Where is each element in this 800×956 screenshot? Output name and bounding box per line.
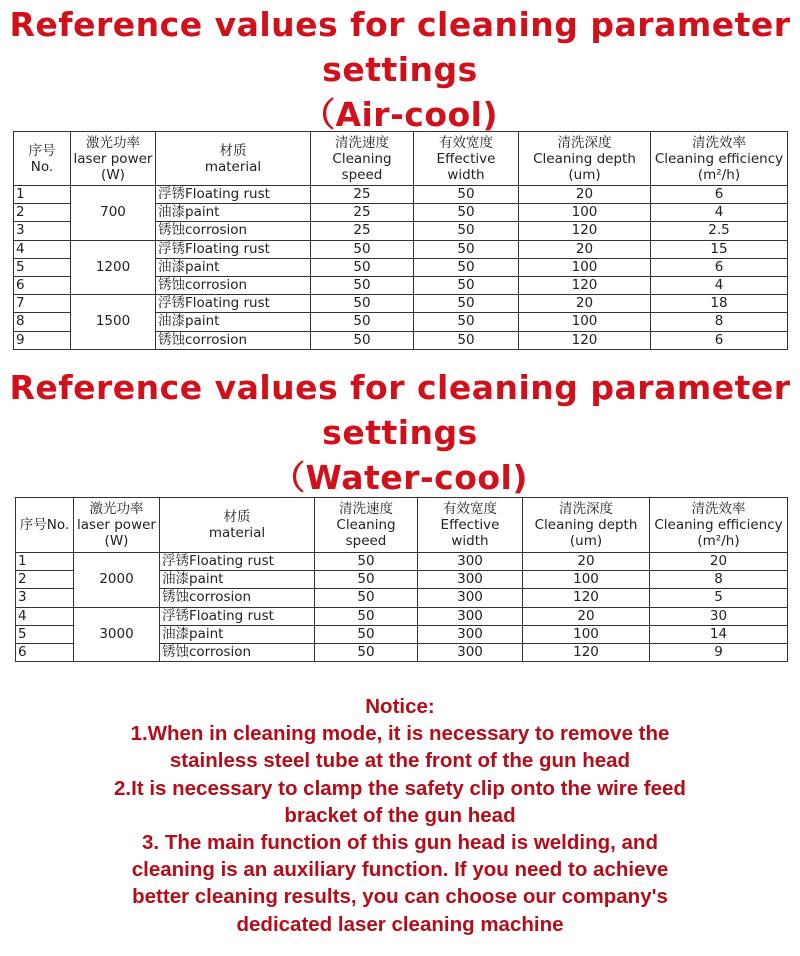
- table-row: [16, 607, 788, 625]
- cell-width: 50: [414, 313, 519, 331]
- cell-material: 油漆paint: [160, 571, 315, 589]
- cell-depth: 20: [523, 607, 650, 625]
- header-no: 序号 No.: [14, 132, 71, 186]
- cell-no: 4: [16, 607, 74, 625]
- cell-efficiency: 9: [650, 643, 788, 661]
- cell-width: 300: [418, 625, 523, 643]
- cell-no: 1: [16, 553, 74, 571]
- cell-efficiency: 5: [650, 589, 788, 607]
- notice-line: stainless steel tube at the front of the gun head: [169, 749, 631, 773]
- cell-laser-power: 700: [71, 186, 156, 241]
- cell-depth: 100: [523, 625, 650, 643]
- cell-efficiency: 8: [651, 313, 788, 331]
- cell-material: 油漆paint: [160, 625, 315, 643]
- cell-material: 浮锈Floating rust: [156, 295, 311, 313]
- cell-no: 3: [16, 589, 74, 607]
- cell-depth: 120: [519, 276, 651, 294]
- cell-width: 50: [414, 331, 519, 349]
- water-title-line-1: Reference values for cleaning parameter: [9, 368, 791, 407]
- water-title-line-2: settings: [322, 413, 478, 452]
- air-cool-title: [0, 2, 800, 137]
- header-no: 序号No.: [16, 498, 74, 553]
- cell-material: 锈蚀corrosion: [156, 222, 311, 240]
- cell-no: 9: [14, 331, 71, 349]
- cell-no: 2: [16, 571, 74, 589]
- table-row: [14, 186, 788, 204]
- cell-efficiency: 6: [651, 331, 788, 349]
- header-laser-power: 激光功率 laser power (W): [71, 132, 156, 186]
- notice-heading: Notice:: [365, 695, 435, 718]
- cell-no: 6: [14, 276, 71, 294]
- cell-speed: 50: [315, 625, 418, 643]
- cell-no: 7: [14, 295, 71, 313]
- cell-depth: 120: [523, 643, 650, 661]
- header-cleaning-depth: 清洗深度 Cleaning depth (um): [519, 132, 651, 186]
- cell-speed: 50: [311, 295, 414, 313]
- cell-speed: 50: [311, 240, 414, 258]
- header-cleaning-speed: 清洗速度 Cleaning speed: [315, 498, 418, 553]
- cell-depth: 20: [519, 186, 651, 204]
- cell-laser-power: 1200: [71, 240, 156, 295]
- cell-width: 300: [418, 607, 523, 625]
- notice-line: dedicated laser cleaning machine: [236, 912, 564, 936]
- cell-material: 浮锈Floating rust: [160, 607, 315, 625]
- cell-speed: 50: [311, 276, 414, 294]
- air-title-line-3: （Air-cool): [301, 95, 499, 134]
- cell-material: 锈蚀corrosion: [160, 643, 315, 661]
- cell-no: 4: [14, 240, 71, 258]
- cell-speed: 50: [315, 589, 418, 607]
- table-row: [14, 295, 788, 313]
- header-cleaning-efficiency: 清洗效率 Cleaning efficiency (m²/h): [651, 132, 788, 186]
- cell-depth: 20: [519, 240, 651, 258]
- water-title-line-3: （Water-cool): [272, 458, 528, 497]
- cell-width: 50: [414, 222, 519, 240]
- cell-depth: 100: [519, 204, 651, 222]
- cell-no: 2: [14, 204, 71, 222]
- cell-efficiency: 14: [650, 625, 788, 643]
- cell-depth: 100: [519, 313, 651, 331]
- header-effective-width: 有效宽度 Effective width: [414, 132, 519, 186]
- cell-speed: 50: [315, 643, 418, 661]
- cell-efficiency: 8: [650, 571, 788, 589]
- cell-material: 锈蚀corrosion: [156, 331, 311, 349]
- cell-width: 300: [418, 643, 523, 661]
- cell-efficiency: 30: [650, 607, 788, 625]
- cell-material: 锈蚀corrosion: [160, 589, 315, 607]
- cell-no: 8: [14, 313, 71, 331]
- cell-width: 50: [414, 186, 519, 204]
- header-cleaning-depth: 清洗深度 Cleaning depth (um): [523, 498, 650, 553]
- cell-depth: 20: [519, 295, 651, 313]
- cell-depth: 100: [523, 571, 650, 589]
- air-title-line-2: settings: [322, 50, 478, 89]
- cell-material: 油漆paint: [156, 313, 311, 331]
- water-cool-title: [0, 365, 800, 500]
- notice-line: 3. The main function of this gun head is welding, and: [142, 831, 658, 855]
- cell-no: 6: [16, 643, 74, 661]
- cell-width: 50: [414, 204, 519, 222]
- table-row: [16, 553, 788, 571]
- cell-efficiency: 18: [651, 295, 788, 313]
- cell-width: 50: [414, 295, 519, 313]
- table-row: [14, 240, 788, 258]
- cell-material: 浮锈Floating rust: [160, 553, 315, 571]
- air-title-line-1: Reference values for cleaning parameter: [9, 5, 791, 44]
- cell-speed: 50: [315, 607, 418, 625]
- cell-material: 锈蚀corrosion: [156, 276, 311, 294]
- cell-width: 300: [418, 589, 523, 607]
- cell-speed: 25: [311, 186, 414, 204]
- cell-width: 50: [414, 276, 519, 294]
- notice-line: better cleaning results, you can choose our company's: [132, 885, 668, 909]
- cell-width: 300: [418, 553, 523, 571]
- header-laser-power: 激光功率 laser power (W): [74, 498, 160, 553]
- cell-laser-power: 3000: [74, 607, 160, 662]
- cell-efficiency: 4: [651, 204, 788, 222]
- notice-block: [0, 693, 800, 938]
- cell-efficiency: 4: [651, 276, 788, 294]
- cell-depth: 120: [523, 589, 650, 607]
- cell-material: 油漆paint: [156, 204, 311, 222]
- water-cool-table: [15, 497, 788, 662]
- header-material: 材质 material: [160, 498, 315, 553]
- cell-material: 浮锈Floating rust: [156, 240, 311, 258]
- header-material: 材质 material: [156, 132, 311, 186]
- cell-efficiency: 6: [651, 258, 788, 276]
- header-cleaning-efficiency: 清洗效率 Cleaning efficiency (m²/h): [650, 498, 788, 553]
- cell-speed: 50: [315, 571, 418, 589]
- cell-depth: 120: [519, 222, 651, 240]
- cell-depth: 120: [519, 331, 651, 349]
- cell-efficiency: 2.5: [651, 222, 788, 240]
- cell-width: 300: [418, 571, 523, 589]
- cell-material: 浮锈Floating rust: [156, 186, 311, 204]
- notice-line: 2.It is necessary to clamp the safety clip onto the wire feed: [114, 776, 686, 800]
- cell-speed: 25: [311, 222, 414, 240]
- cell-material: 油漆paint: [156, 258, 311, 276]
- cell-speed: 50: [311, 258, 414, 276]
- cell-depth: 100: [519, 258, 651, 276]
- cell-no: 3: [14, 222, 71, 240]
- cell-speed: 25: [311, 204, 414, 222]
- notice-line: cleaning is an auxiliary function. If you need to achieve: [131, 858, 669, 882]
- cell-width: 50: [414, 258, 519, 276]
- cell-width: 50: [414, 240, 519, 258]
- cell-no: 1: [14, 186, 71, 204]
- header-cleaning-speed: 清洗速度 Cleaning speed: [311, 132, 414, 186]
- header-effective-width: 有效宽度 Effective width: [418, 498, 523, 553]
- cell-speed: 50: [311, 313, 414, 331]
- cell-efficiency: 6: [651, 186, 788, 204]
- cell-laser-power: 2000: [74, 553, 160, 608]
- air-cool-table: [13, 131, 788, 350]
- notice-line: 1.When in cleaning mode, it is necessary to remove the: [130, 722, 670, 746]
- cell-no: 5: [14, 258, 71, 276]
- cell-efficiency: 15: [651, 240, 788, 258]
- cell-depth: 20: [523, 553, 650, 571]
- cell-laser-power: 1500: [71, 295, 156, 350]
- notice-line: bracket of the gun head: [284, 803, 516, 827]
- cell-speed: 50: [315, 553, 418, 571]
- cell-no: 5: [16, 625, 74, 643]
- cell-speed: 50: [311, 331, 414, 349]
- cell-efficiency: 20: [650, 553, 788, 571]
